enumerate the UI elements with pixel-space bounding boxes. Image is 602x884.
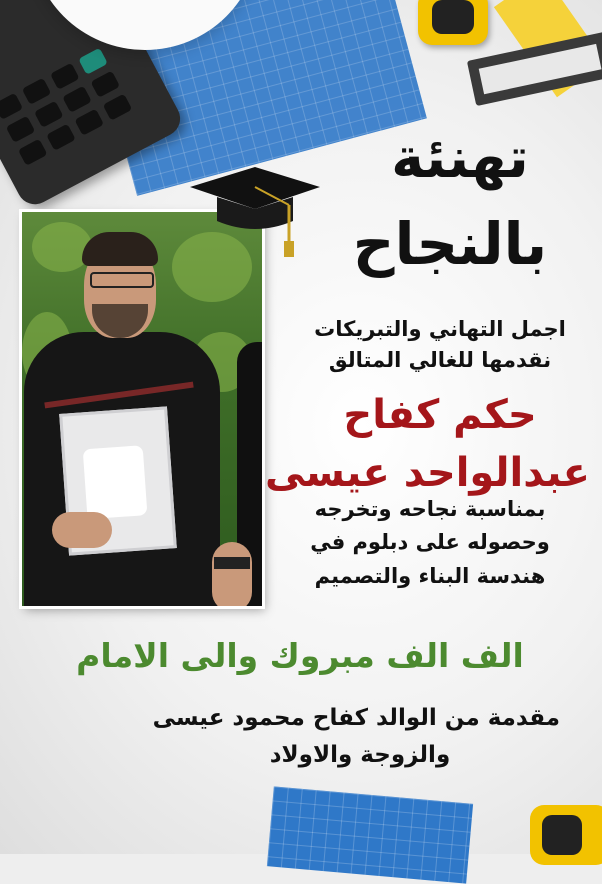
honoree-name-line1: حكم كفاح (343, 392, 537, 438)
tape-measure-icon (530, 805, 602, 865)
occasion-line1: بمناسبة نجاحه وتخرجه (314, 497, 546, 521)
presented-by-line1: مقدمة من الوالد كفاح محمود عيسى (152, 705, 560, 731)
graduate-photo (22, 212, 262, 606)
blueprint-icon (267, 786, 473, 883)
intro-line1: اجمل التهاني والتبريكات (314, 317, 566, 341)
occasion-line2: وحصوله على دبلوم في (310, 530, 550, 554)
intro-line2: نقدمها للغالي المتالق (328, 348, 552, 372)
graduation-cap-icon (185, 165, 325, 260)
honoree-name-line2: عبدالواحد عيسى (265, 450, 590, 496)
heading-line2: بالنجاح (352, 210, 548, 278)
occasion-line3: هندسة البناء والتصميم (314, 564, 546, 588)
presented-by-line2: والزوجة والاولاد (269, 742, 451, 768)
heading-line1: تهنئة (391, 126, 529, 191)
tape-measure-icon (418, 0, 488, 45)
wishes-text: الف الف مبروك والى الامام (76, 636, 524, 675)
